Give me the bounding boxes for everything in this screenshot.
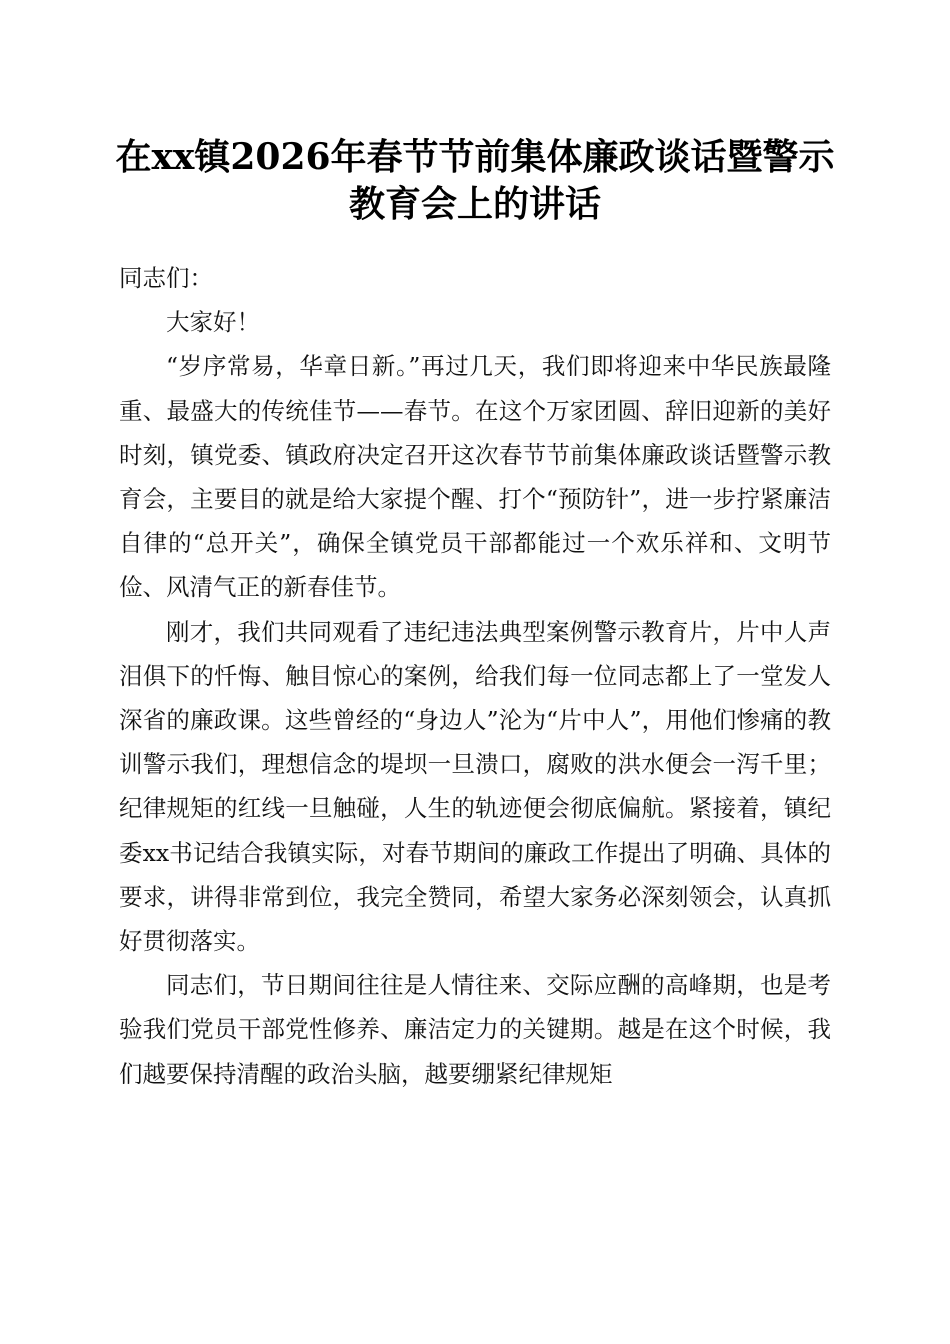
document-title [110,134,840,228]
document-body [119,256,831,1096]
paragraph-3: 同志们，节日期间往往是人情往来、交际应酬的高峰期，也是考验我们党员干部党性修养、廉洁定力的关键期。越是在这个时候，我们越要保持清醒的政治头脑，越要绷紧纪律规矩 [119,971,831,1088]
title-line-1: 在xx镇2026年春节节前集体廉政谈话暨警示 [115,136,835,178]
salutation: 同志们： [119,264,213,292]
paragraph-2: 刚才，我们共同观看了违纪违法典型案例警示教育片，片中人声泪俱下的忏悔、触目惊心的案例，给我们每一位同志都上了一堂发人深省的廉政课。这些曾经的“身边人”沦为“片中人”，用他们惨痛的教训警示我们，理想信念的堤坝一旦溃口，腐败的洪水便会一泻千里；纪律规矩的红线一旦触碰，人生的轨迹便会彻底偏航。紧接着，镇纪委xx书记结合我镇实际，对春节期间的廉政工作提出了明确、具体的要求，讲得非常到位，我完全赞同，希望大家务必深刻领会，认真抓好贯彻落实。 [119,617,831,956]
title-line-2: 教育会上的讲话 [348,183,601,225]
greeting: 大家好！ [166,308,260,337]
paragraph-1: “岁序常易，华章日新。”再过几天，我们即将迎来中华民族最隆重、最盛大的传统佳节——春节。在这个万家团圆、辞旧迎新的美好时刻，镇党委、镇政府决定召开这次春节节前集体廉政谈话暨警示教育会，主要目的就是给大家提个醒、打个“预防针”，进一步拧紧廉洁自律的“总开关”，确保全镇党员干部都能过一个欢乐祥和、文明节俭、风清气正的新春佳节。 [119,352,831,602]
